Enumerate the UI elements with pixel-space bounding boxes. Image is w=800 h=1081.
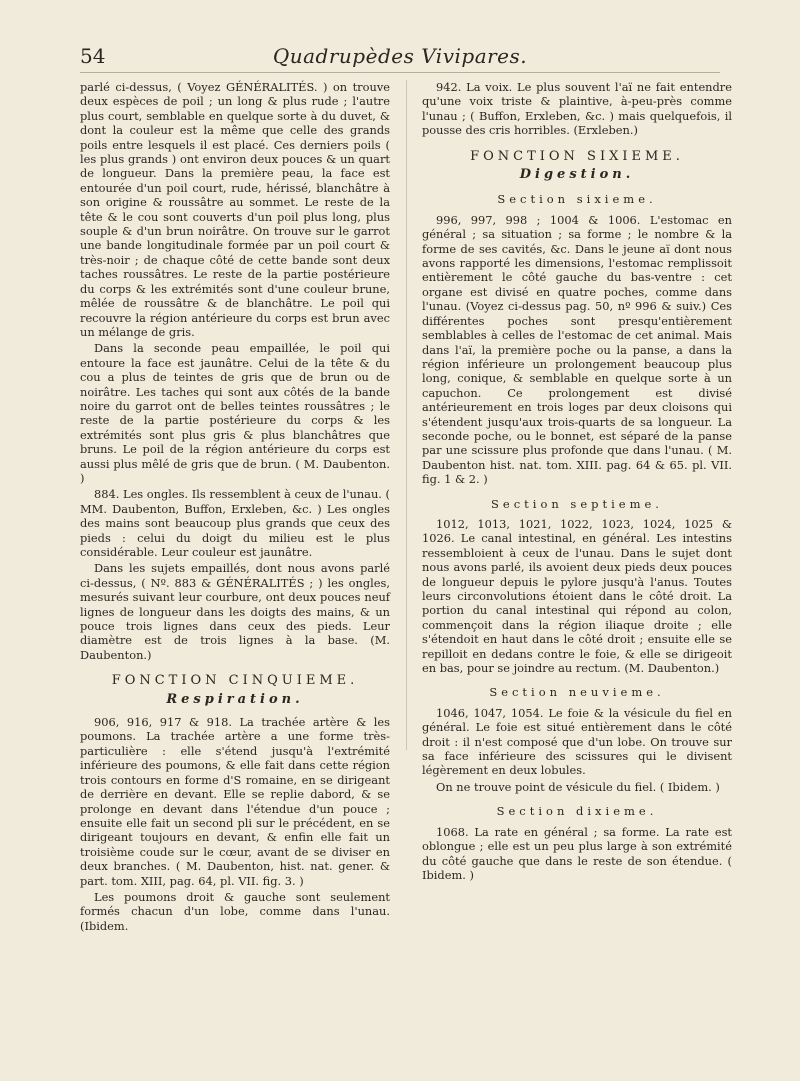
paragraph: 906, 916, 917 & 918. La trachée artère & les poumons. La trachée artère a une forme très-particulière : elle s'étend jusqu'à l'extrémité inférieure des poumons, & elle fait dans cette région trois contours en forme d'S romaine, en se dirigeant de derrière en devant. Elle se replie dabord, & se prolonge en devant dans l'étendue d'un pouce ; ensuite elle fait un second pli sur le précédent, en se dirigeant toujours en devant, & enfin elle fait un troisième coude sur le cœur, avant de se diviser en deux branches. ( M. Daubenton, hist. nat. gener. & part. tom. XIII, pag. 64, pl. VII. fig. 3. ): [80, 715, 390, 888]
paragraph: Dans les sujets empaillés, dont nous avons parlé ci-dessus, ( Nº. 883 & GÉNÉRALITÉS ; ) les ongles, mesurés suivant leur courbure, ont deux pouces neuf lignes de longueur dans les doigts des mains, & un pouce trois lignes dans ceux des pieds. Leur diamètre est de trois lignes à la base. (M. Daubenton.): [80, 561, 390, 662]
column-divider: [406, 80, 407, 750]
paragraph: 1046, 1047, 1054. Le foie & la vésicule du fiel en général. Le foie est situé entièrement dans le côté droit : il n'est composé que d'un lobe. On trouve sur sa face inférieure des scissures qui le divisent légèrement en deux lobules.: [422, 705, 732, 778]
paragraph: 884. Les ongles. Ils ressemblent à ceux de l'unau. ( MM. Daubenton, Buffon, Erxleben, &c. ) Les ongles des mains sont beaucoup plus grands que ceux des pieds : celui du doigt du milieu est le plus considérable. Leur couleur est jaunâtre.: [80, 487, 390, 559]
right-column: [422, 80, 732, 884]
paragraph: On ne trouve point de vésicule du fiel. ( Ibidem. ): [436, 779, 720, 794]
paragraph: parlé ci-dessus, ( Voyez GÉNÉRALITÉS. ) on trouve deux espèces de poil ; un long & plus rude ; l'autre plus court, semblable en quelque sorte à du duvet, & dont la couleur est la même que celle des grands poils entre lesquels il est placé. Ces derniers poils ( les plus grands ) ont environ deux pouces & un quart de longueur. Dans la première peau, la face est entourée d'un poil court, rude, hérissé, blanchâtre à son origine & roussâtre au sommet. Le reste de la tête & le cou sont couverts d'un poil plus long, plus souple & d'un brun noirâtre. On trouve sur le garrot une bande longitudinale formée par un poil court & très-noir ; de chaque côté de cette bande sont deux taches roussâtres. Le reste de la partie postérieure du corps & les extrémités sont d'une couleur brune, mêlée de roussâtre & de blanchâtre. Le poil qui recouvre la région antérieure du corps est brun avec un mélange de gris.: [80, 80, 390, 339]
page-number: 54: [80, 44, 106, 68]
paragraph: 996, 997, 998 ; 1004 & 1006. L'estomac en général ; sa situation ; sa forme ; le nombre & la forme de ses cavités, &c. Dans le jeune aï dont nous avons rapporté les dimensions, l'estomac remplissoit entièrement le côté gauche du bas-ventre : cet organe est divisé en quatre poches, comme dans l'unau. (Voyez ci-dessus pag. 50, nº 996 & suiv.) Ces différentes poches sont presqu'entièrement semblables à celles de l'estomac de cet animal. Mais dans l'aï, la première poche ou la panse, a dans la région inférieure un prolongement beaucoup plus long, conique, & semblable en quelque sorte à un capuchon. Ce prolongement est divisé antérieurement en trois loges par deux cloisons qui s'étendent jusqu'aux trois-quarts de sa longueur. La seconde poche, ou le bonnet, est séparé de la panse par une scissure plus profonde que dans l'unau. ( M. Daubenton hist. nat. tom. XIII. pag. 64 & 65. pl. VII. fig. 1 & 2. ): [422, 212, 732, 487]
running-title: Quadrupèdes Vivipares.: [272, 44, 528, 68]
paragraph: Les poumons droit & gauche sont seulement formés chacun d'un lobe, comme dans l'unau. (Ibidem.: [80, 889, 390, 933]
paragraph: 1012, 1013, 1021, 1022, 1023, 1024, 1025 & 1026. Le canal intestinal, en général. Les intestins ressembloient à ceux de l'unau. Dans le sujet dont nous avons parlé, ils avoient deux pieds deux pouces de longueur depuis le pylore jusqu'à l'anus. Toutes leurs circonvolutions étoient dans le côté droit. La portion du canal intestinal qui répond au colon, commençoit dans la région iliaque droite ; elle s'étendoit en haut dans le côté droit ; ensuite elle se repilloit en dedans contre le foie, & elle se dirigeoit en bas, pour se joindre au rectum. (M. Daubenton.): [422, 516, 732, 676]
section-heading: Section neuvieme.: [489, 685, 665, 700]
subsection-heading: Respiration.: [166, 691, 304, 707]
section-heading: Section dixieme.: [496, 804, 658, 819]
subsection-heading: Digestion.: [519, 167, 635, 183]
section-heading: Section sixieme.: [497, 192, 657, 207]
section-heading: FONCTION CINQUIEME.: [111, 673, 359, 689]
paragraph: 942. La voix. Le plus souvent l'aï ne fait entendre qu'une voix triste & plaintive, à-peu-près comme l'unau ; ( Buffon, Erxleben, &c. ) mais quelquefois, il pousse des cris horribles. (Erxleben.): [422, 80, 732, 138]
paragraph: 1068. La rate en général ; sa forme. La rate est oblongue ; elle est un peu plus large à son extrémité du côté gauche que dans le reste de son étendue. ( Ibidem. ): [422, 824, 732, 882]
left-column: [80, 80, 390, 935]
page-header: [80, 44, 720, 73]
paragraph: Dans la seconde peau empaillée, le poil qui entoure la face est jaunâtre. Celui de la tête & du cou a plus de teintes de gris que de brun ou de noirâtre. Les taches qui sont aux côtés de la bande noire du garrot ont de belles teintes roussâtres ; le reste de la partie postérieure du corps & les extrémités sont plus gris & plus blanchâtres que bruns. Le poil de la région antérieure du corps est aussi plus mêlé de gris que de brun. ( M. Daubenton. ): [80, 341, 390, 485]
section-heading: FONCTION SIXIEME.: [470, 148, 684, 164]
section-heading: Section septieme.: [491, 496, 663, 511]
